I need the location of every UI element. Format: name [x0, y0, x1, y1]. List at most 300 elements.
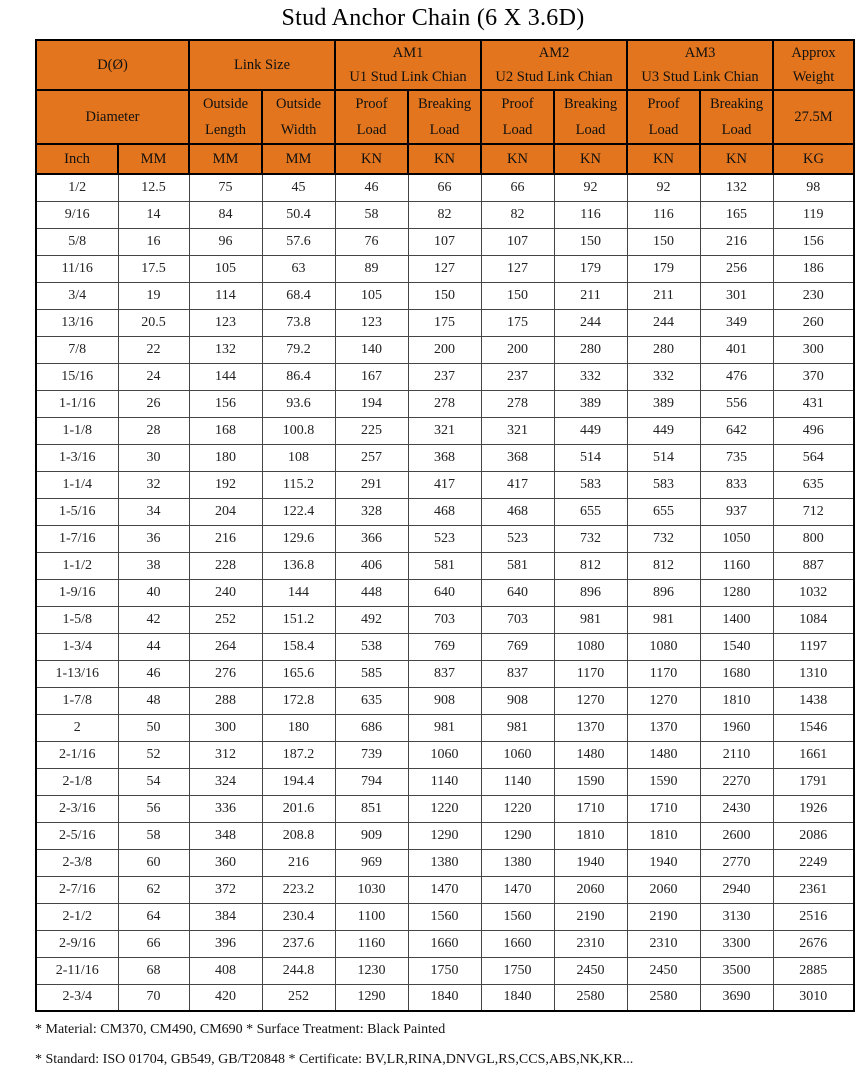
table-cell: 372 — [189, 876, 262, 903]
table-cell: 1080 — [554, 633, 627, 660]
header-cell: MM — [118, 144, 189, 174]
table-cell: 408 — [189, 957, 262, 984]
table-cell: 389 — [554, 390, 627, 417]
table-cell: 136.8 — [262, 552, 335, 579]
table-cell: 165 — [700, 201, 773, 228]
table-cell: 244.8 — [262, 957, 335, 984]
table-cell: 114 — [189, 282, 262, 309]
table-cell: 30 — [118, 444, 189, 471]
table-cell: 3300 — [700, 930, 773, 957]
table-cell: 556 — [700, 390, 773, 417]
table-cell: 301 — [700, 282, 773, 309]
table-cell: 107 — [481, 228, 554, 255]
table-cell: 119 — [773, 201, 854, 228]
table-cell: 66 — [408, 174, 481, 201]
table-row — [36, 984, 854, 1011]
table-cell: 360 — [189, 849, 262, 876]
table-cell: 2-3/4 — [36, 984, 118, 1011]
table-cell: 158.4 — [262, 633, 335, 660]
table-cell: 1084 — [773, 606, 854, 633]
table-cell: 115.2 — [262, 471, 335, 498]
table-cell: 2885 — [773, 957, 854, 984]
table-cell: 127 — [408, 255, 481, 282]
table-cell: 538 — [335, 633, 408, 660]
table-cell: 105 — [335, 282, 408, 309]
table-cell: 1170 — [554, 660, 627, 687]
table-cell: 98 — [773, 174, 854, 201]
table-cell: 1160 — [335, 930, 408, 957]
table-cell: 837 — [408, 660, 481, 687]
table-cell: 1280 — [700, 579, 773, 606]
table-cell: 1170 — [627, 660, 700, 687]
table-cell: 1140 — [408, 768, 481, 795]
header-cell: Breaking Load — [408, 90, 481, 144]
table-cell: 122.4 — [262, 498, 335, 525]
table-cell: 448 — [335, 579, 408, 606]
table-cell: 100.8 — [262, 417, 335, 444]
table-cell: 1680 — [700, 660, 773, 687]
table-cell: 240 — [189, 579, 262, 606]
table-cell: 156 — [189, 390, 262, 417]
header-cell: KN — [335, 144, 408, 174]
table-cell: 58 — [335, 201, 408, 228]
table-cell: 92 — [554, 174, 627, 201]
table-cell: 686 — [335, 714, 408, 741]
table-cell: 1810 — [554, 822, 627, 849]
table-cell: 17.5 — [118, 255, 189, 282]
table-cell: 981 — [627, 606, 700, 633]
table-cell: 68.4 — [262, 282, 335, 309]
table-cell: 15/16 — [36, 363, 118, 390]
table-cell: 1310 — [773, 660, 854, 687]
table-cell: 1-1/4 — [36, 471, 118, 498]
table-cell: 1/2 — [36, 174, 118, 201]
table-cell: 2310 — [627, 930, 700, 957]
header-cell: KN — [554, 144, 627, 174]
table-cell: 389 — [627, 390, 700, 417]
table-row — [36, 417, 854, 444]
table-row — [36, 741, 854, 768]
table-cell: 769 — [408, 633, 481, 660]
table-cell: 180 — [189, 444, 262, 471]
table-cell: 300 — [189, 714, 262, 741]
table-row — [36, 768, 854, 795]
table-row — [36, 579, 854, 606]
table-row — [36, 714, 854, 741]
table-cell: 1-9/16 — [36, 579, 118, 606]
table-cell: 1840 — [481, 984, 554, 1011]
header-cell: KN — [627, 144, 700, 174]
table-cell: 981 — [481, 714, 554, 741]
table-cell: 583 — [554, 471, 627, 498]
table-cell: 1-7/8 — [36, 687, 118, 714]
table-cell: 52 — [118, 741, 189, 768]
table-cell: 2430 — [700, 795, 773, 822]
table-cell: 1-7/16 — [36, 525, 118, 552]
table-cell: 108 — [262, 444, 335, 471]
note-standard: * Standard: ISO 01704, GB549, GB/T20848 * Certificate: BV,LR,RINA,DNVGL,RS,CCS,ABS,NK,KR... — [35, 1052, 634, 1067]
table-cell: 640 — [481, 579, 554, 606]
table-cell: 1380 — [408, 849, 481, 876]
note-material: * Material: CM370, CM490, CM690 * Surface Treatment: Black Painted — [35, 1022, 446, 1037]
table-cell: 581 — [408, 552, 481, 579]
table-row — [36, 471, 854, 498]
table-cell: 225 — [335, 417, 408, 444]
table-cell: 1370 — [554, 714, 627, 741]
table-cell: 291 — [335, 471, 408, 498]
header-cell: Breaking Load — [554, 90, 627, 144]
table-row — [36, 930, 854, 957]
table-cell: 1370 — [627, 714, 700, 741]
table-cell: 1-5/16 — [36, 498, 118, 525]
header-cell: Proof Load — [335, 90, 408, 144]
table-cell: 3/4 — [36, 282, 118, 309]
table-row — [36, 903, 854, 930]
table-cell: 56 — [118, 795, 189, 822]
header-cell: MM — [262, 144, 335, 174]
table-cell: 280 — [554, 336, 627, 363]
table-cell: 908 — [481, 687, 554, 714]
table-cell: 288 — [189, 687, 262, 714]
table-cell: 366 — [335, 525, 408, 552]
table-cell: 908 — [408, 687, 481, 714]
table-cell: 34 — [118, 498, 189, 525]
header-row — [36, 40, 854, 90]
table-cell: 324 — [189, 768, 262, 795]
table-cell: 1560 — [481, 903, 554, 930]
table-cell: 712 — [773, 498, 854, 525]
table-cell: 655 — [554, 498, 627, 525]
table-cell: 564 — [773, 444, 854, 471]
table-cell: 73.8 — [262, 309, 335, 336]
table-cell: 1470 — [481, 876, 554, 903]
table-cell: 769 — [481, 633, 554, 660]
table-cell: 2060 — [554, 876, 627, 903]
table-cell: 332 — [554, 363, 627, 390]
table-cell: 300 — [773, 336, 854, 363]
table-cell: 909 — [335, 822, 408, 849]
table-cell: 150 — [554, 228, 627, 255]
table-cell: 981 — [408, 714, 481, 741]
header-cell: KN — [408, 144, 481, 174]
table-cell: 937 — [700, 498, 773, 525]
table-cell: 140 — [335, 336, 408, 363]
table-cell: 40 — [118, 579, 189, 606]
table-cell: 1-3/16 — [36, 444, 118, 471]
table-cell: 635 — [335, 687, 408, 714]
table-cell: 105 — [189, 255, 262, 282]
table-cell: 86.4 — [262, 363, 335, 390]
table-cell: 2110 — [700, 741, 773, 768]
table-cell: 732 — [627, 525, 700, 552]
table-cell: 2450 — [627, 957, 700, 984]
table-cell: 260 — [773, 309, 854, 336]
table-cell: 312 — [189, 741, 262, 768]
table-cell: 2190 — [554, 903, 627, 930]
table-cell: 66 — [118, 930, 189, 957]
table-cell: 5/8 — [36, 228, 118, 255]
table-cell: 336 — [189, 795, 262, 822]
table-cell: 167 — [335, 363, 408, 390]
table-head — [36, 40, 854, 174]
table-cell: 1470 — [408, 876, 481, 903]
table-cell: 1540 — [700, 633, 773, 660]
table-cell: 13/16 — [36, 309, 118, 336]
table-cell: 237 — [481, 363, 554, 390]
table-cell: 132 — [189, 336, 262, 363]
table-cell: 2940 — [700, 876, 773, 903]
table-cell: 1160 — [700, 552, 773, 579]
table-cell: 887 — [773, 552, 854, 579]
table-cell: 581 — [481, 552, 554, 579]
table-cell: 1750 — [481, 957, 554, 984]
table-cell: 194.4 — [262, 768, 335, 795]
table-cell: 321 — [481, 417, 554, 444]
table-cell: 1290 — [408, 822, 481, 849]
table-cell: 514 — [627, 444, 700, 471]
table-cell: 68 — [118, 957, 189, 984]
table-cell: 20.5 — [118, 309, 189, 336]
table-row — [36, 390, 854, 417]
table-cell: 833 — [700, 471, 773, 498]
table-cell: 370 — [773, 363, 854, 390]
table-cell: 82 — [408, 201, 481, 228]
table-cell: 175 — [408, 309, 481, 336]
table-cell: 186 — [773, 255, 854, 282]
table-row — [36, 795, 854, 822]
table-cell: 384 — [189, 903, 262, 930]
header-cell: Diameter — [36, 90, 189, 144]
table-cell: 703 — [408, 606, 481, 633]
table-cell: 2310 — [554, 930, 627, 957]
table-cell: 2 — [36, 714, 118, 741]
table-cell: 321 — [408, 417, 481, 444]
table-cell: 1380 — [481, 849, 554, 876]
header-cell: AM1 U1 Stud Link Chian — [335, 40, 481, 90]
table-row — [36, 957, 854, 984]
table-cell: 3010 — [773, 984, 854, 1011]
table-cell: 168 — [189, 417, 262, 444]
table-cell: 46 — [118, 660, 189, 687]
table-cell: 116 — [627, 201, 700, 228]
table-row — [36, 336, 854, 363]
table-cell: 417 — [481, 471, 554, 498]
table-cell: 62 — [118, 876, 189, 903]
table-cell: 50 — [118, 714, 189, 741]
table-cell: 368 — [408, 444, 481, 471]
table-cell: 82 — [481, 201, 554, 228]
table-cell: 150 — [627, 228, 700, 255]
table-cell: 1290 — [335, 984, 408, 1011]
table-cell: 1270 — [554, 687, 627, 714]
table-cell: 1590 — [554, 768, 627, 795]
table-cell: 640 — [408, 579, 481, 606]
table-row — [36, 849, 854, 876]
table-cell: 123 — [335, 309, 408, 336]
table-cell: 230 — [773, 282, 854, 309]
table-cell: 107 — [408, 228, 481, 255]
table-row — [36, 498, 854, 525]
table-cell: 129.6 — [262, 525, 335, 552]
table-cell: 406 — [335, 552, 408, 579]
notes-section — [35, 1022, 866, 1068]
table-cell: 794 — [335, 768, 408, 795]
table-cell: 1050 — [700, 525, 773, 552]
table-cell: 328 — [335, 498, 408, 525]
table-cell: 1230 — [335, 957, 408, 984]
table-cell: 208.8 — [262, 822, 335, 849]
table-cell: 2580 — [554, 984, 627, 1011]
table-cell: 24 — [118, 363, 189, 390]
table-cell: 1810 — [700, 687, 773, 714]
table-cell: 1750 — [408, 957, 481, 984]
header-row — [36, 90, 854, 144]
table-cell: 1060 — [481, 741, 554, 768]
header-cell: AM2 U2 Stud Link Chian — [481, 40, 627, 90]
table-cell: 1-3/4 — [36, 633, 118, 660]
table-cell: 896 — [554, 579, 627, 606]
header-cell: Link Size — [189, 40, 335, 90]
table-cell: 2-1/2 — [36, 903, 118, 930]
header-cell: KN — [481, 144, 554, 174]
table-cell: 1220 — [408, 795, 481, 822]
table-cell: 981 — [554, 606, 627, 633]
table-cell: 187.2 — [262, 741, 335, 768]
table-cell: 837 — [481, 660, 554, 687]
table-row — [36, 606, 854, 633]
table-cell: 252 — [262, 984, 335, 1011]
table-cell: 2580 — [627, 984, 700, 1011]
table-cell: 2249 — [773, 849, 854, 876]
table-cell: 127 — [481, 255, 554, 282]
table-cell: 523 — [408, 525, 481, 552]
table-cell: 96 — [189, 228, 262, 255]
table-cell: 278 — [481, 390, 554, 417]
table-cell: 150 — [481, 282, 554, 309]
table-cell: 3690 — [700, 984, 773, 1011]
table-cell: 2-7/16 — [36, 876, 118, 903]
header-cell: KN — [700, 144, 773, 174]
table-cell: 332 — [627, 363, 700, 390]
page-title: Stud Anchor Chain (6 X 3.6D) — [281, 5, 585, 31]
table-cell: 228 — [189, 552, 262, 579]
table-cell: 2086 — [773, 822, 854, 849]
table-cell: 28 — [118, 417, 189, 444]
table-cell: 172.8 — [262, 687, 335, 714]
table-cell: 2-1/8 — [36, 768, 118, 795]
table-cell: 223.2 — [262, 876, 335, 903]
table-cell: 89 — [335, 255, 408, 282]
table-row — [36, 228, 854, 255]
table-cell: 79.2 — [262, 336, 335, 363]
table-cell: 368 — [481, 444, 554, 471]
table-cell: 45 — [262, 174, 335, 201]
table-cell: 585 — [335, 660, 408, 687]
table-row — [36, 687, 854, 714]
table-cell: 1710 — [627, 795, 700, 822]
table-cell: 1546 — [773, 714, 854, 741]
table-cell: 2-11/16 — [36, 957, 118, 984]
table-row — [36, 552, 854, 579]
table-cell: 800 — [773, 525, 854, 552]
table-cell: 449 — [554, 417, 627, 444]
table-cell: 58 — [118, 822, 189, 849]
table-cell: 1400 — [700, 606, 773, 633]
table-cell: 132 — [700, 174, 773, 201]
table-cell: 812 — [627, 552, 700, 579]
table-cell: 48 — [118, 687, 189, 714]
table-cell: 348 — [189, 822, 262, 849]
table-cell: 2-1/16 — [36, 741, 118, 768]
table-cell: 1030 — [335, 876, 408, 903]
table-cell: 655 — [627, 498, 700, 525]
table-cell: 1960 — [700, 714, 773, 741]
table-cell: 1660 — [408, 930, 481, 957]
table-cell: 2-3/8 — [36, 849, 118, 876]
table-cell: 57.6 — [262, 228, 335, 255]
table-cell: 1438 — [773, 687, 854, 714]
table-cell: 468 — [481, 498, 554, 525]
table-cell: 76 — [335, 228, 408, 255]
header-cell: MM — [189, 144, 262, 174]
table-cell: 42 — [118, 606, 189, 633]
table-cell: 156 — [773, 228, 854, 255]
table-cell: 703 — [481, 606, 554, 633]
table-cell: 63 — [262, 255, 335, 282]
table-body — [36, 174, 854, 1011]
table-cell: 2060 — [627, 876, 700, 903]
table-cell: 256 — [700, 255, 773, 282]
table-cell: 151.2 — [262, 606, 335, 633]
table-cell: 11/16 — [36, 255, 118, 282]
table-cell: 264 — [189, 633, 262, 660]
table-cell: 244 — [627, 309, 700, 336]
table-cell: 420 — [189, 984, 262, 1011]
header-row — [36, 144, 854, 174]
table-cell: 3130 — [700, 903, 773, 930]
table-cell: 2190 — [627, 903, 700, 930]
table-cell: 2676 — [773, 930, 854, 957]
header-cell: Proof Load — [481, 90, 554, 144]
table-cell: 2-3/16 — [36, 795, 118, 822]
table-cell: 1940 — [627, 849, 700, 876]
table-row — [36, 525, 854, 552]
table-cell: 211 — [627, 282, 700, 309]
table-cell: 44 — [118, 633, 189, 660]
table-cell: 216 — [189, 525, 262, 552]
table-cell: 2270 — [700, 768, 773, 795]
table-cell: 1926 — [773, 795, 854, 822]
table-cell: 7/8 — [36, 336, 118, 363]
table-cell: 144 — [262, 579, 335, 606]
table-cell: 54 — [118, 768, 189, 795]
table-cell: 1032 — [773, 579, 854, 606]
table-cell: 116 — [554, 201, 627, 228]
table-cell: 1197 — [773, 633, 854, 660]
table-cell: 2516 — [773, 903, 854, 930]
table-cell: 144 — [189, 363, 262, 390]
table-cell: 1940 — [554, 849, 627, 876]
table-cell: 22 — [118, 336, 189, 363]
header-cell: Outside Length — [189, 90, 262, 144]
table-cell: 2-9/16 — [36, 930, 118, 957]
header-cell: KG — [773, 144, 854, 174]
table-cell: 66 — [481, 174, 554, 201]
table-cell: 216 — [262, 849, 335, 876]
table-cell: 583 — [627, 471, 700, 498]
table-row — [36, 174, 854, 201]
table-cell: 230.4 — [262, 903, 335, 930]
